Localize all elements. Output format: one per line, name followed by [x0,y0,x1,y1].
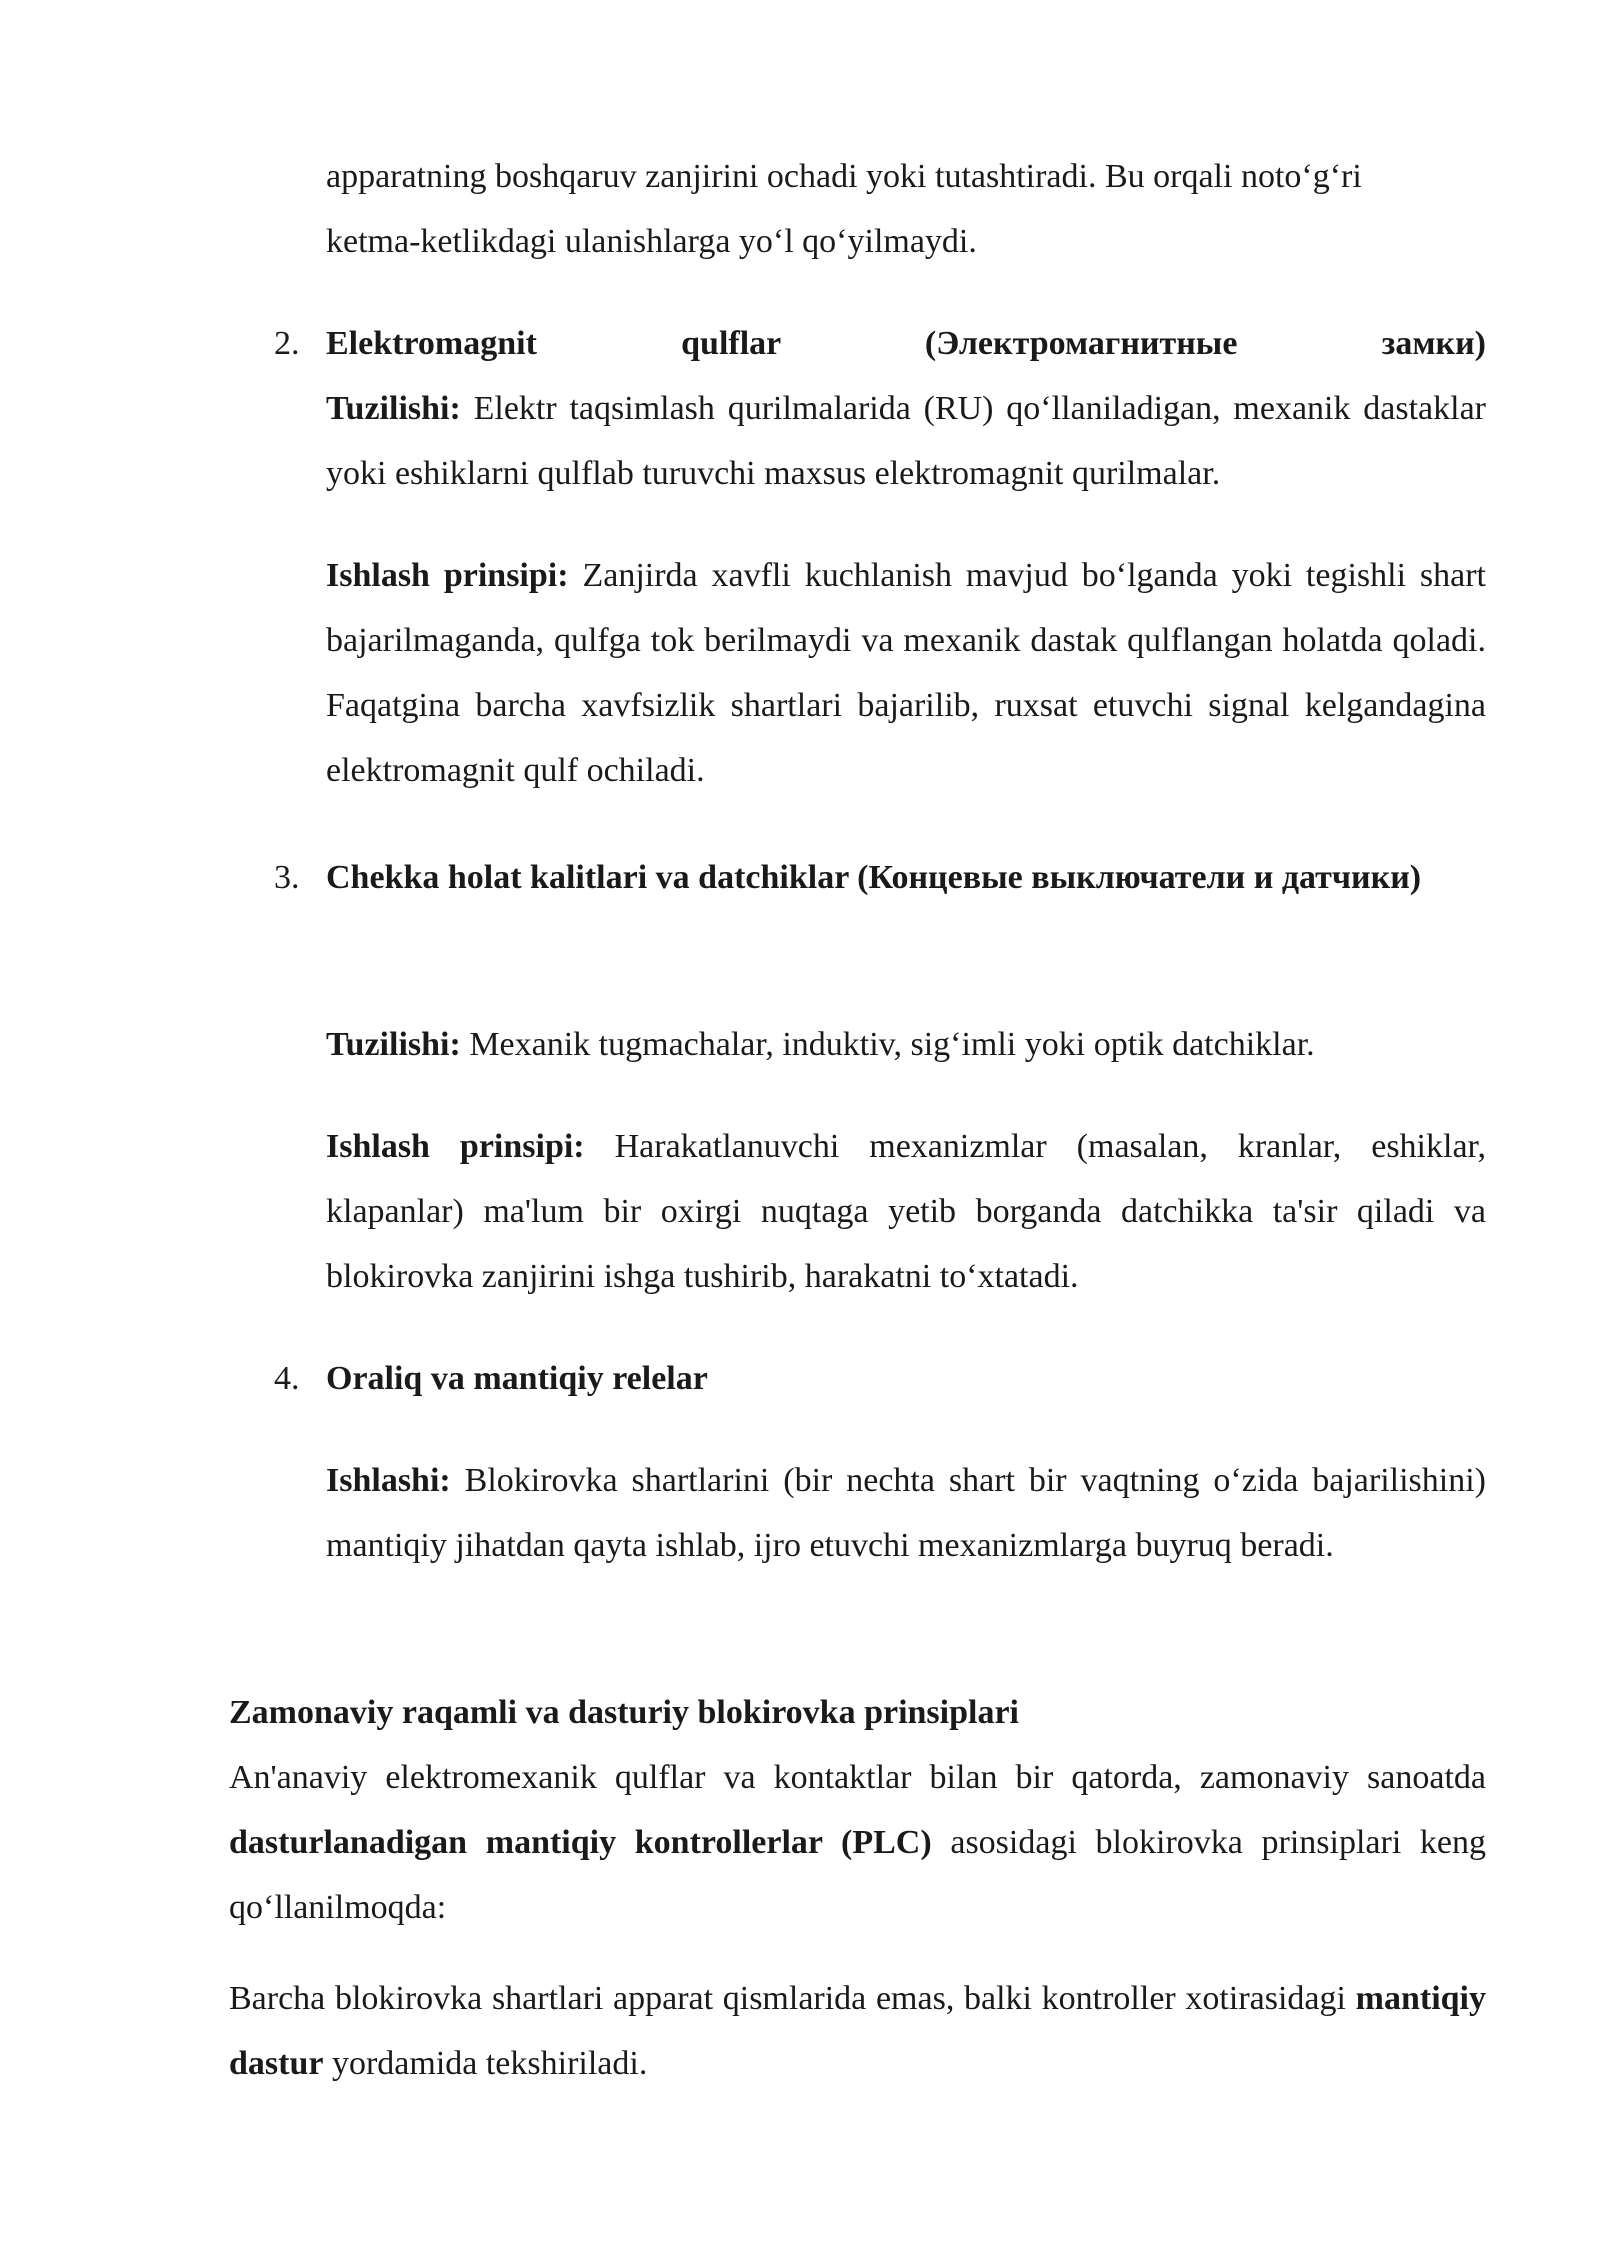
item3-ishlash-text: Harakatlanuvchi mexanizmlar (masalan, kranlar, eshiklar, klapanlar) ma'lum bir oxirgi nuqtaga yetib borganda datchikka ta'sir qiladi va blokirovka zanjirini ishga tushirib, harakatni to‘xtatadi. [326,1128,1486,1295]
item3-tuzilishi-label: Tuzilishi: [326,1026,461,1063]
item2-ishlash-paragraph [326,543,1486,803]
list-item-2 [326,311,1486,506]
item4-heading: Oraliq va mantiqiy relelar [326,1360,708,1397]
item3-tuzilishi-paragraph [326,1012,1486,1077]
item4-ishlashi-paragraph [326,1448,1486,1578]
section-paragraph-2: Barcha blokirovka shartlari apparat qismlarida emas, balki kontroller xotirasidagi mantiqiy dastur yordamida tekshiriladi. [229,1980,1486,2082]
continuation-paragraph [326,144,1486,274]
continuation-line-1: apparatning boshqaruv zanjirini ochadi yoki tutashtiradi. Bu orqali noto‘g‘ri [326,158,1362,195]
list-number-4: 4. [274,1360,300,1397]
item4-ishlashi-text: Blokirovka shartlarini (bir nechta shart bir vaqtning o‘zida bajarilishini) mantiqiy jihatdan qayta ishlab, ijro etuvchi mexanizmlarga buyruq beradi. [326,1462,1486,1564]
section-heading: Zamonaviy raqamli va dasturiy blokirovka prinsiplari [229,1694,1020,1731]
section-paragraph-1: An'anaviy elektromexanik qulflar va kontaktlar bilan bir qatorda, zamonaviy sanoatda dasturlanadigan mantiqiy kontrollerlar (PLC) asosidagi blokirovka prinsiplari keng qo‘llanilmoqda: [229,1759,1487,1926]
item2-ishlash-label: Ishlash prinsipi: [326,557,569,594]
item2-tuzilishi [326,376,1486,506]
item3-ishlash-label: Ishlash prinsipi: [326,1128,585,1165]
list-item-4 [326,1346,1486,1411]
item4-ishlashi-label: Ishlashi: [326,1462,451,1499]
item3-ishlash-paragraph [326,1114,1486,1309]
mantiqiy-dastur-bold: mantiqiy dastur [229,1980,1486,2082]
continuation-line-2: ketma-ketlikdagi ulanishlarga yo‘l qo‘yilmaydi. [326,223,977,260]
item2-heading: Elektromagnit qulflar (Электромагнитные замки) [326,325,1486,362]
item2-tuzilishi-text: Elektr taqsimlash qurilmalarida (RU) qo‘llaniladigan, mexanik dastaklar yoki eshiklarni qulflab turuvchi maxsus elektromagnit qurilmalar. [326,390,1486,492]
item3-tuzilishi-text: Mexanik tugmachalar, induktiv, sig‘imli yoki optik datchiklar. [469,1026,1315,1063]
list-number-2: 2. [274,325,300,362]
item2-tuzilishi-label: Tuzilishi: [326,390,461,427]
item2-ishlash-text: Zanjirda xavfli kuchlanish mavjud bo‘lganda yoki tegishli shart bajarilmaganda, qulfga tok berilmaydi va mexanik dastak qulflangan holatda qoladi. Faqatgina barcha xavfsizlik shartlari bajarilib, ruxsat etuvchi signal kelgandagina elektromagnit qulf ochiladi. [326,557,1487,789]
list-item-3 [326,845,1486,910]
item3-heading: Chekka holat kalitlari va datchiklar (Концевые выключатели и датчики) [326,859,1422,896]
section-block [229,1680,1486,1940]
list-number-3: 3. [274,859,300,896]
plc-bold: dasturlanadigan mantiqiy kontrollerlar (PLC) [229,1824,932,1861]
